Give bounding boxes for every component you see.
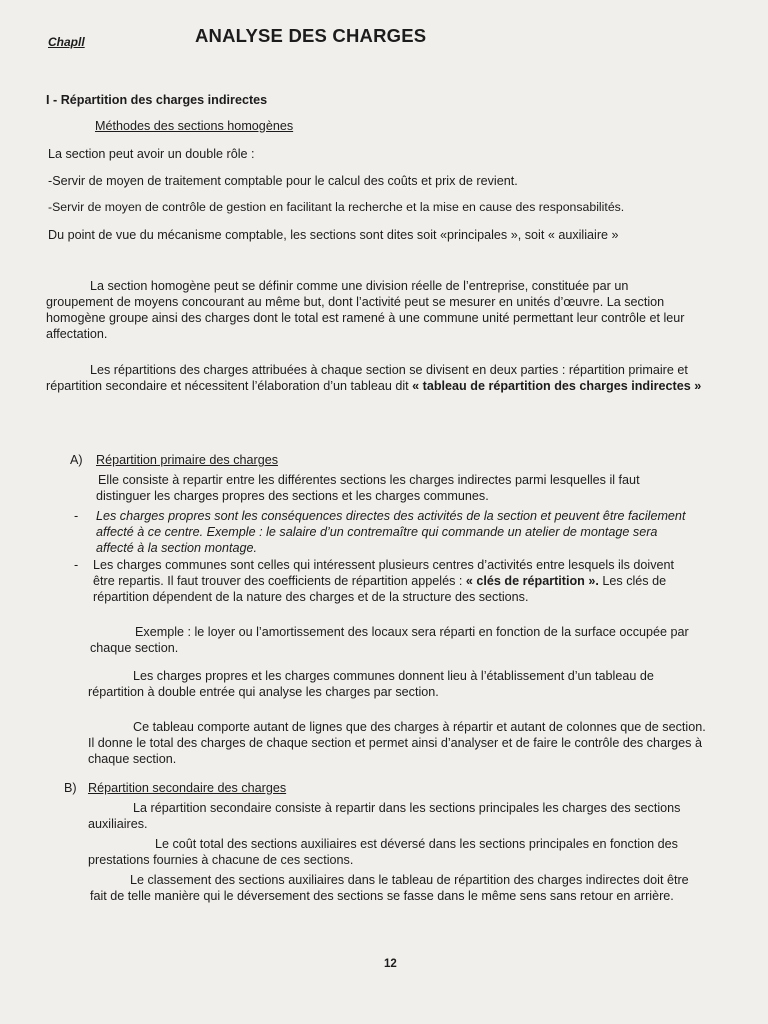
paragraph: Les charges propres et les charges communes donnent lieu à l’établissement d’un tableau de répartition à double entrée qui analyse les charges par section.	[88, 669, 654, 699]
paragraph: Ce tableau comporte autant de lignes que des charges à répartir et autant de colonnes que de section. Il donne le total des charges de chaque section et permet ainsi d’analyser et de faire le contrôle des charges à chaque section.	[88, 720, 706, 766]
bullet-text: Les clés de répartition dépendent de la nature des charges et de la structure des sections.	[93, 574, 667, 604]
text-line: Du point de vue du mécanisme comptable, les sections sont dites soit «principales », soit « auxiliaire »	[48, 228, 619, 242]
section-subheading: Méthodes des sections homogènes	[95, 119, 294, 133]
paragraph: La section homogène peut se définir comme une division réelle de l’entreprise, constituée par un groupement de moyens concourant au même but, dont l’activité peut se mesurer en unités d’œuvre. La section homogène groupe ainsi des charges dont le total est ramené à une commune unité permettant leur contrôle et leur affectation.	[46, 279, 685, 341]
paragraph: La répartition secondaire consiste à repartir dans les sections principales les charges des sections auxiliaires.	[88, 801, 681, 831]
paragraph: Elle consiste à repartir entre les différentes sections les charges indirectes parmi lesquelles il faut distinguer les charges propres des sections et les charges communes.	[96, 473, 640, 503]
bullet-marker: -	[74, 558, 79, 572]
paragraph-text: Les répartitions des charges attribuées à chaque section se divisent en deux parties : répartition primaire et répartition secondaire et nécessitent l’élaboration d’un tableau dit	[46, 363, 688, 393]
bullet-emphasis: « clés de répartition ».	[465, 574, 599, 588]
page-title: ANALYSE DES CHARGES	[195, 25, 427, 46]
paragraph	[46, 362, 702, 394]
page-number: 12	[384, 958, 397, 970]
paragraph: Exemple : le loyer ou l’amortissement des locaux sera réparti en fonction de la surface occupée par chaque section.	[90, 625, 689, 655]
section-heading: I - Répartition des charges indirectes	[46, 93, 268, 107]
bullet-text: Les charges communes sont celles qui intéressent plusieurs centres d’activités entre lesquels ils doivent être repartis. Il faut trouver des coefficients de répartition appelés :	[93, 558, 675, 588]
text-line: -Servir de moyen de traitement comptable pour le calcul des coûts et prix de revient.	[48, 174, 518, 188]
section-heading: Répartition secondaire des charges	[88, 781, 287, 795]
section-marker: A)	[70, 453, 83, 467]
text-line: -Servir de moyen de contrôle de gestion en facilitant la recherche et la mise en cause des responsabilités.	[48, 200, 625, 214]
bullet-item: Les charges propres sont les conséquences directes des activités de la section et peuvent être facilement affecté à ce centre. Exemple : le salaire d’un contremaître qui commande un atelier de montage sera affecté à la section montage.	[96, 509, 686, 555]
section-marker: B)	[64, 781, 77, 795]
bullet-marker: -	[74, 509, 79, 523]
paragraph: Le classement des sections auxiliaires dans le tableau de répartition des charges indirectes doit être fait de telle manière qui le déversement des sections se fasse dans le même sens sans retour en arrière.	[90, 873, 689, 903]
chapter-label: Chapll	[48, 35, 85, 49]
text-line: La section peut avoir un double rôle :	[48, 147, 255, 161]
paragraph: Le coût total des sections auxiliaires est déversé dans les sections principales en fonction des prestations fournies à chacune de ces sections.	[88, 837, 678, 867]
section-heading: Répartition primaire des charges	[96, 453, 278, 467]
paragraph-emphasis: « tableau de répartition des charges indirectes »	[412, 379, 702, 393]
bullet-item	[93, 557, 699, 605]
